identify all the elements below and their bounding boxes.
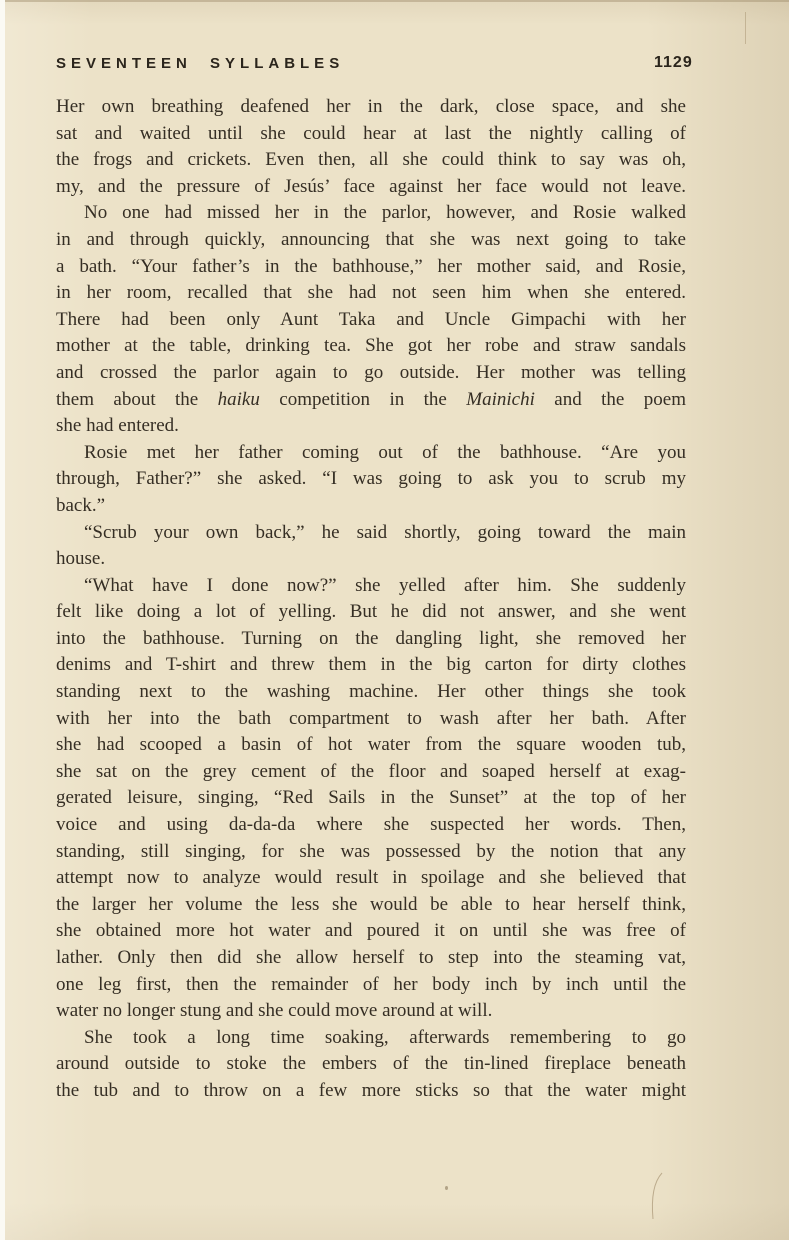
body-text — [56, 94, 686, 1105]
text-line: in and through quickly, announcing that she was next going to take — [56, 228, 686, 250]
text-line: gerated leisure, singing, “Red Sails in the Sunset” at the top of her — [56, 787, 686, 809]
text-line: felt like doing a lot of yelling. But he did not answer, and she went — [56, 601, 686, 623]
text-line: Her own breathing deafened her in the dark, close space, and she — [56, 96, 686, 117]
text-line: No one had missed her in the parlor, however, and Rosie walked — [84, 202, 686, 224]
text-line: she had entered. — [56, 415, 179, 437]
text-line: Rosie met her father coming out of the bathhouse. “Are you — [84, 441, 686, 463]
text-line: sat and waited until she could hear at last the nightly calling of — [56, 122, 686, 144]
running-head: SEVENTEEN SYLLABLES — [56, 55, 345, 72]
text-line: the larger her volume the less she would be able to hear herself think, — [56, 893, 686, 915]
text-line: them about the haiku competition in the Mainichi and the poem — [56, 388, 686, 410]
text-line: voice and using da-da-da where she suspected her words. Then, — [56, 814, 686, 836]
text-line: mother at the table, drinking tea. She got her robe and straw sandals — [56, 335, 686, 357]
paper-edge-hair — [745, 12, 746, 44]
text-line: she had scooped a basin of hot water from the square wooden tub, — [56, 734, 686, 756]
text-line: back.” — [56, 494, 106, 516]
text-line: denims and T-shirt and threw them in the big carton for dirty clothes — [56, 654, 686, 676]
page-number: 1129 — [654, 54, 693, 71]
text-line: the tub and to throw on a few more sticks so that the water might — [56, 1079, 686, 1101]
text-line: standing, still singing, for she was possessed by the notion that any — [56, 840, 686, 862]
text-line: one leg first, then the remainder of her body inch by inch until the — [56, 973, 686, 995]
text-line: lather. Only then did she allow herself to step into the steaming vat, — [56, 947, 686, 968]
text-line: with her into the bath compartment to wash after her bath. After — [56, 707, 686, 729]
text-line: “What have I done now?” she yelled after him. She suddenly — [84, 574, 686, 596]
text-line: attempt now to analyze would result in spoilage and she believed that — [56, 867, 686, 889]
text-line: “Scrub your own back,” he said shortly, going toward the main — [84, 521, 686, 543]
text-line: a bath. “Your father’s in the bathhouse,” her mother said, and Rosie, — [56, 255, 686, 277]
text-line: around outside to stoke the embers of the tin-lined fireplace beneath — [56, 1053, 686, 1075]
text-line: water no longer stung and she could move around at will. — [56, 1000, 493, 1022]
text-line: There had been only Aunt Taka and Uncle Gimpachi with her — [56, 308, 686, 330]
text-line: into the bathhouse. Turning on the dangling light, she removed her — [56, 627, 686, 649]
text-line: standing next to the washing machine. Her other things she took — [56, 681, 686, 703]
text-line: and crossed the parlor again to go outside. Her mother was telling — [56, 361, 686, 383]
scratch-mark — [648, 1172, 664, 1220]
text-line: house. — [56, 548, 106, 570]
text-line: she obtained more hot water and poured it on until she was free of — [56, 920, 686, 942]
text-line: the frogs and crickets. Even then, all she could think to say was oh, — [56, 149, 686, 171]
text-line: through, Father?” she asked. “I was going to ask you to scrub my — [56, 468, 686, 490]
paper-edge-left — [0, 0, 5, 1240]
text-line: She took a long time soaking, afterwards remembering to go — [84, 1026, 686, 1048]
text-line: in her room, recalled that she had not seen him when she entered. — [56, 282, 686, 304]
text-line: my, and the pressure of Jesús’ face against her face would not leave. — [56, 175, 686, 197]
text-line: she sat on the grey cement of the floor and soaped herself at exag- — [56, 760, 686, 782]
paper-speck — [445, 1186, 448, 1190]
paper-edge-top — [5, 0, 789, 2]
